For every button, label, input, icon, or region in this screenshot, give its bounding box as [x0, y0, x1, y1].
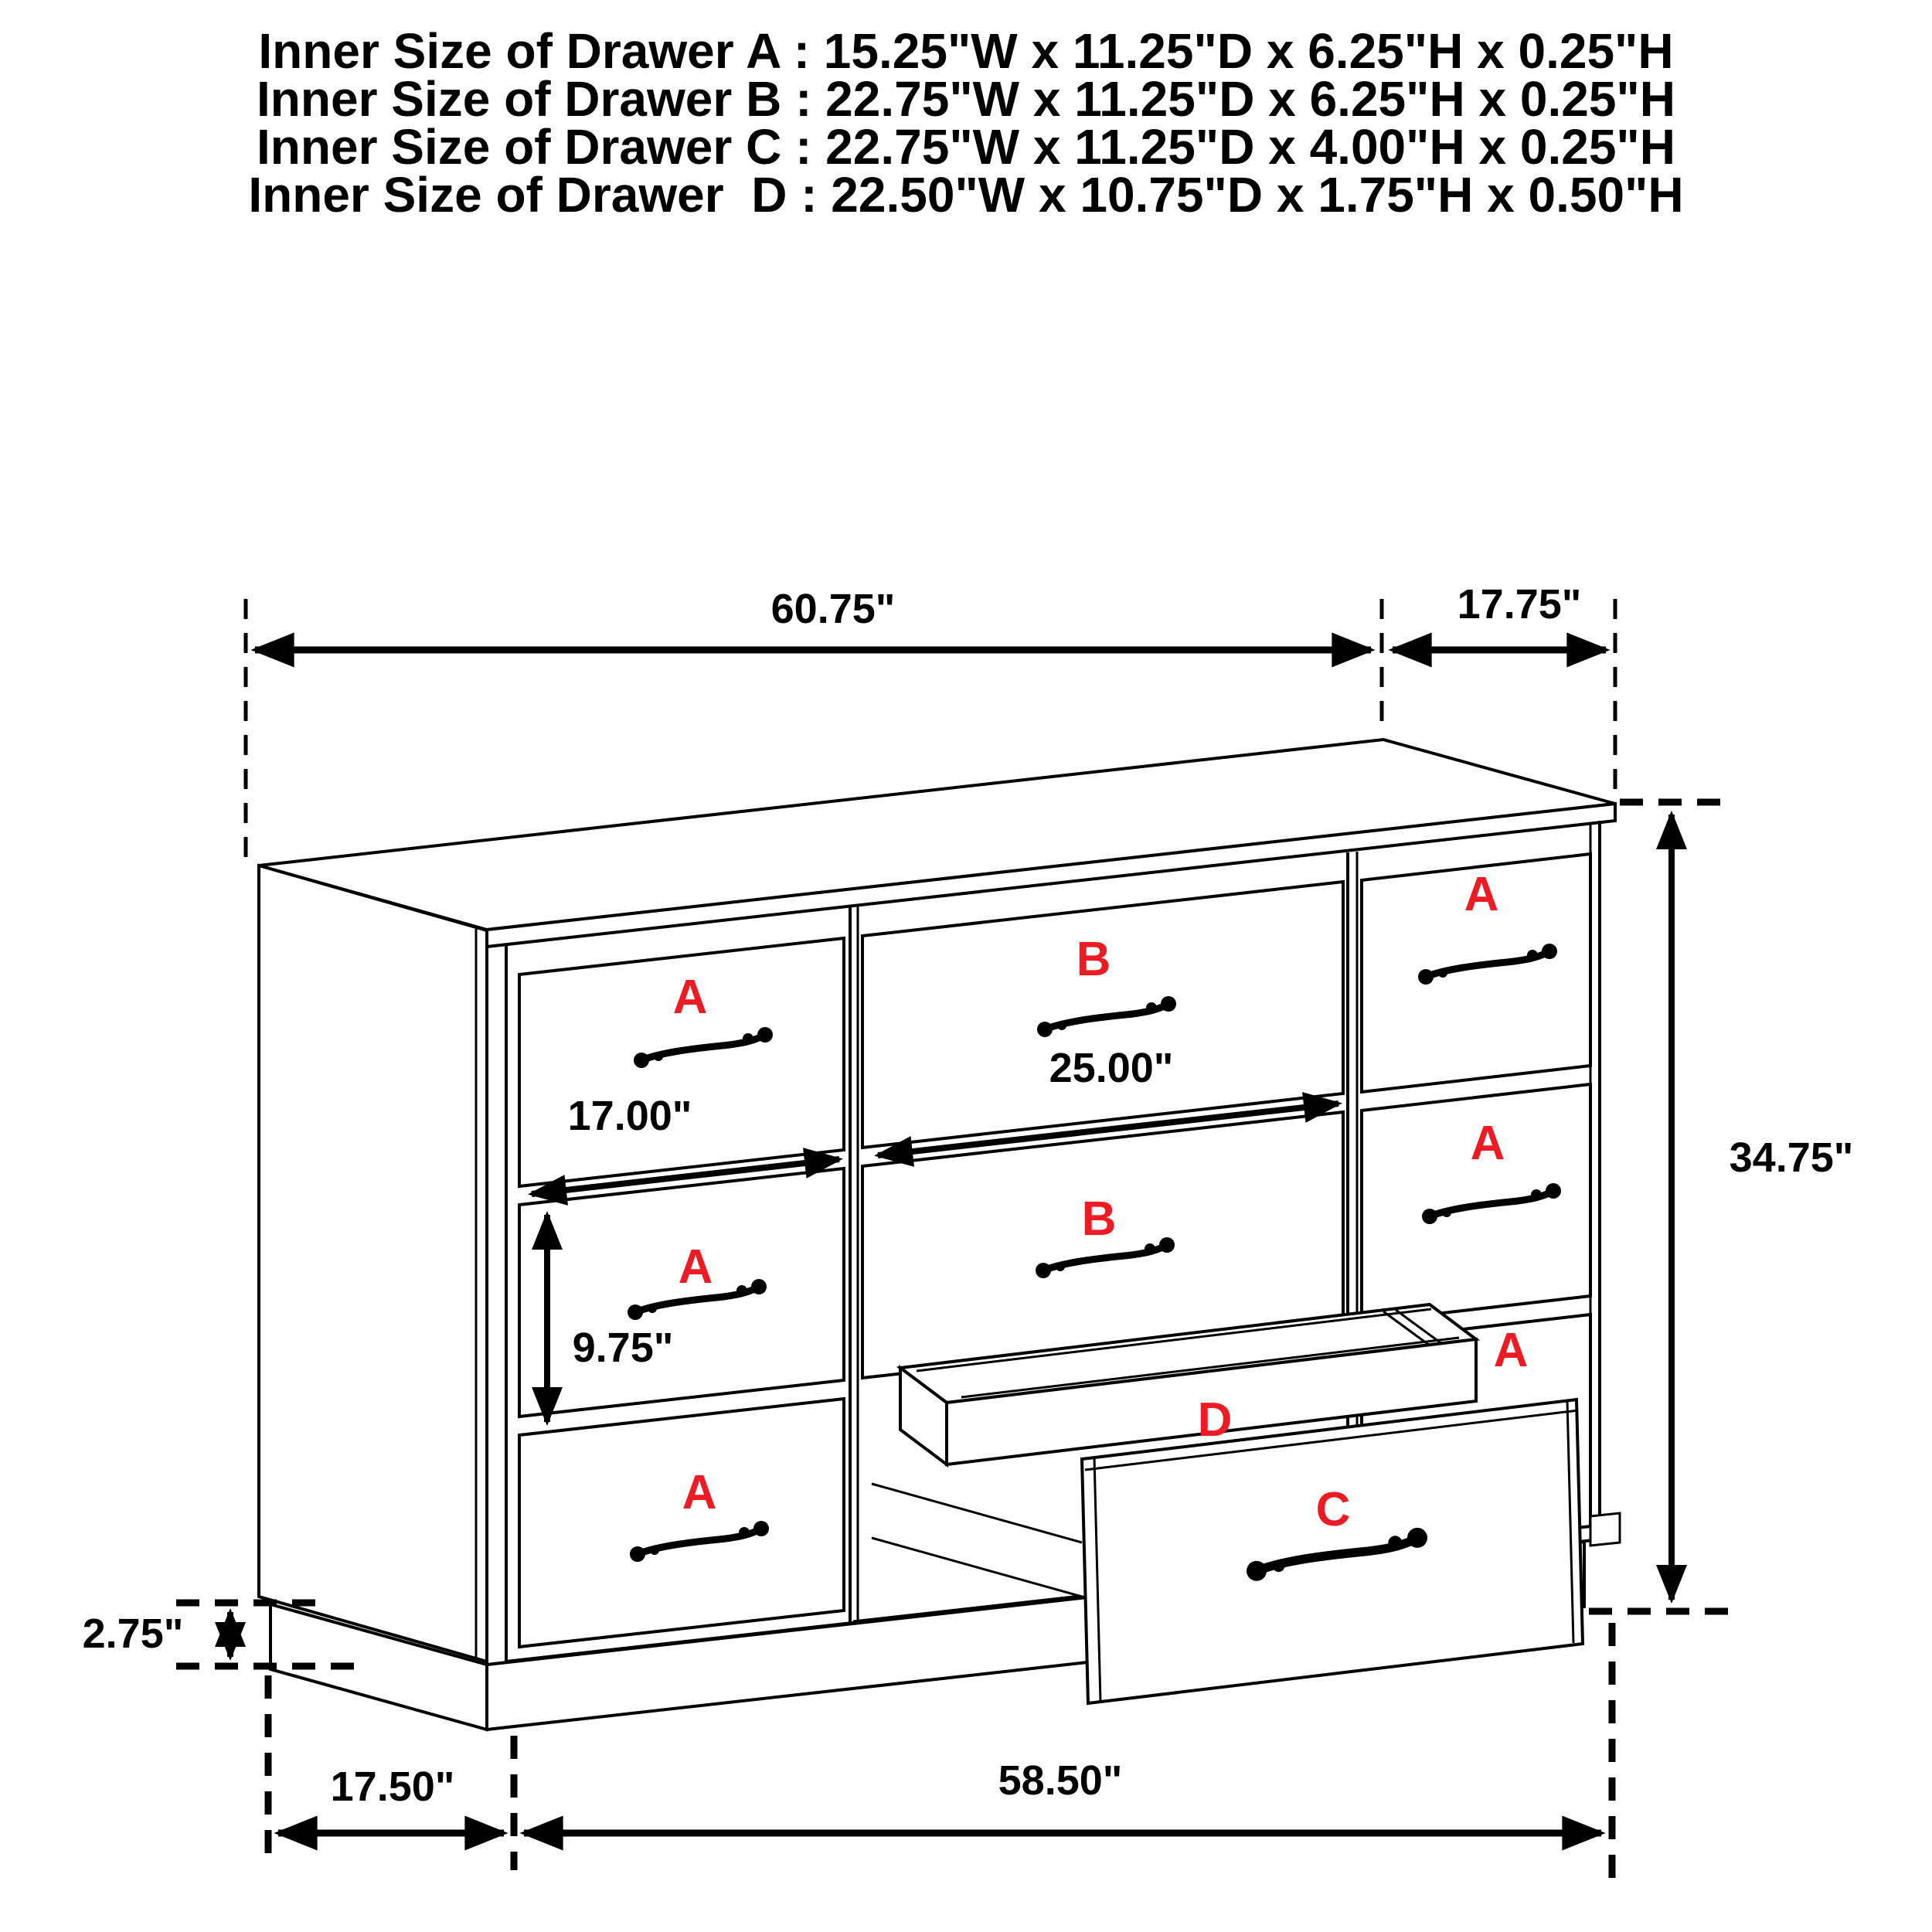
dimension-height — [1589, 802, 1853, 1611]
base-height-value: 2.75" — [82, 1611, 184, 1657]
drawer-b1-label: B — [1076, 933, 1111, 986]
title-line-drawer-b: Inner Size of Drawer B : 22.75"W x 11.25"D x 6.25"H x 0.25"H — [257, 71, 1675, 127]
drawer-b-width-value: 25.00" — [1049, 1045, 1174, 1091]
height-value: 34.75" — [1729, 1134, 1854, 1181]
top-depth-value: 17.75" — [1457, 581, 1582, 628]
base-width-value: 58.50" — [998, 1757, 1123, 1804]
drawer-a5-label: A — [1470, 1117, 1505, 1170]
base-depth-value: 17.50" — [330, 1764, 455, 1810]
right-bottom-corner-detail — [1590, 1513, 1620, 1546]
title-line-drawer-c: Inner Size of Drawer C : 22.75"W x 11.25"D x 4.00"H x 0.25"H — [257, 119, 1675, 175]
drawer-a-height-value: 9.75" — [572, 1325, 674, 1371]
dimension-top-depth — [1393, 581, 1606, 650]
drawer-a4-label: A — [1464, 868, 1499, 921]
drawer-a3-label: A — [682, 1466, 717, 1519]
drawer-a-width-value: 17.00" — [567, 1093, 692, 1139]
drawer-c-label: C — [1315, 1483, 1351, 1536]
drawer-a3-front — [519, 1399, 844, 1647]
drawer-d-label: D — [1197, 1393, 1233, 1447]
drawer-a6-label: A — [1493, 1324, 1529, 1377]
title-line-drawer-a: Inner Size of Drawer A : 15.25"W x 11.25"D x 6.25"H x 0.25"H — [258, 23, 1674, 79]
title-block — [248, 23, 1683, 223]
drawer-c-open — [1082, 1400, 1583, 1703]
title-line-drawer-d: Inner Size of Drawer D : 22.50"W x 10.75"D x 1.75"H x 0.50"H — [248, 167, 1684, 223]
drawer-a2-label: A — [678, 1240, 713, 1294]
top-width-value: 60.75" — [770, 586, 896, 632]
drawer-b2-label: B — [1081, 1192, 1117, 1246]
drawer-a1-label: A — [672, 971, 708, 1024]
cabinet-side-panel — [259, 866, 487, 1662]
